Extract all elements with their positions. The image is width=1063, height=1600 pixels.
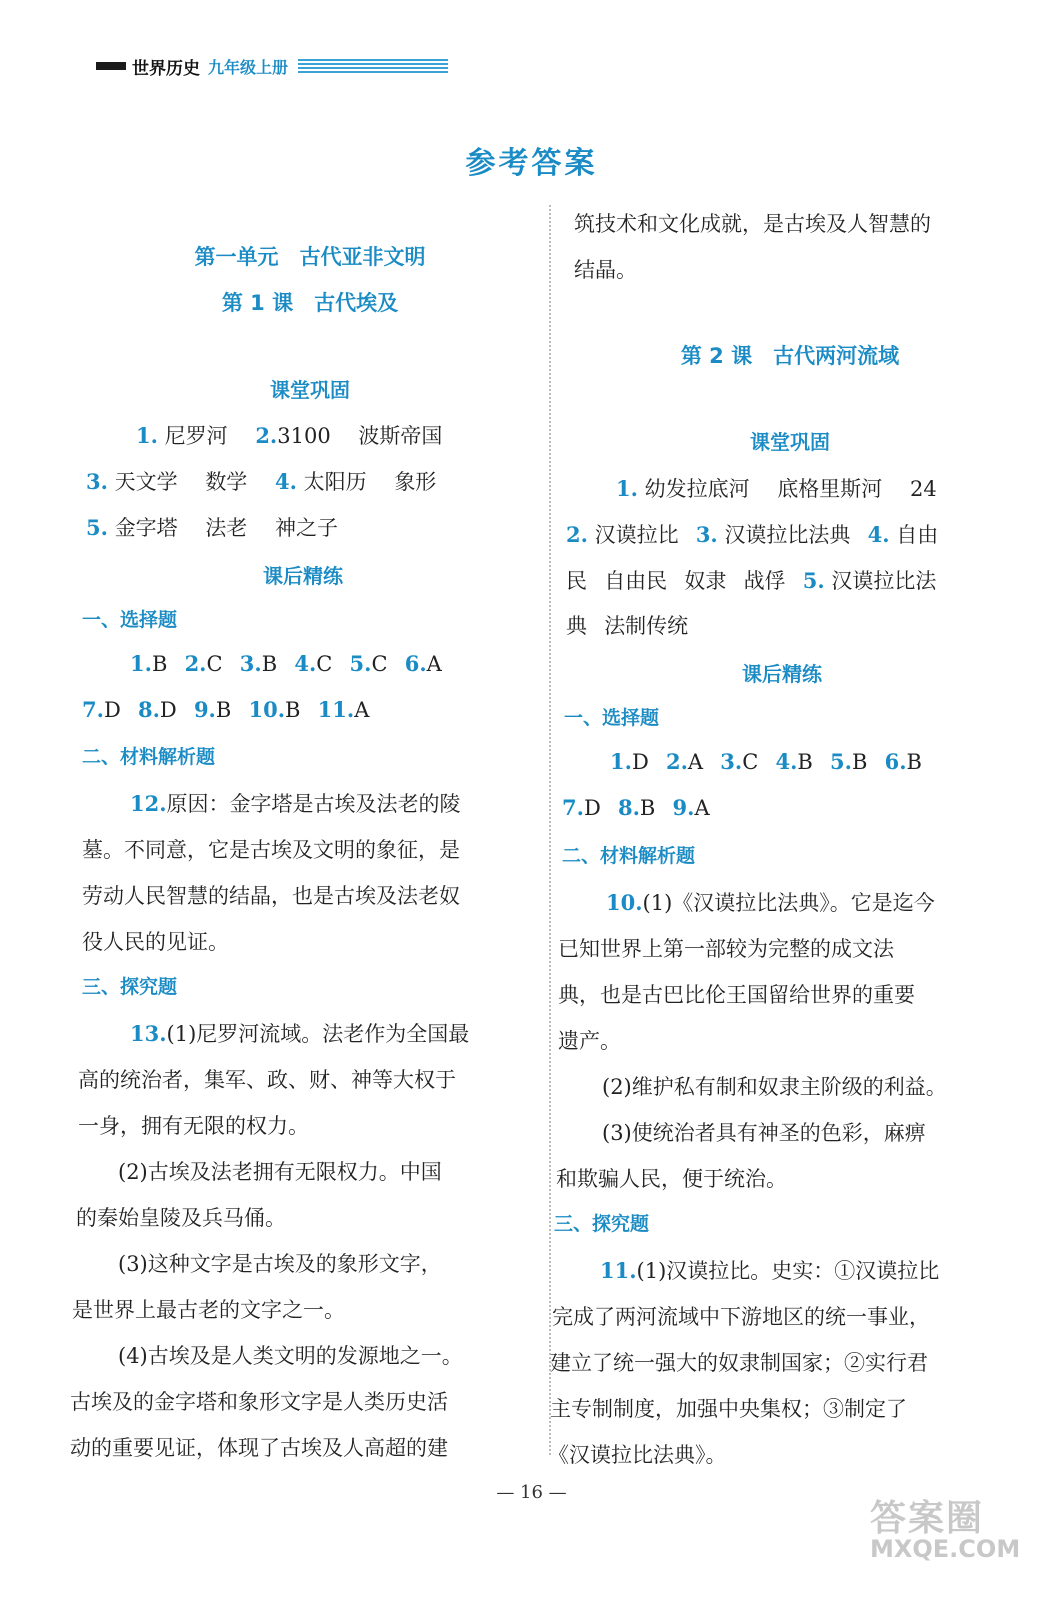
answer: B bbox=[285, 698, 301, 722]
num: 6. bbox=[404, 651, 427, 676]
answer: 3100 bbox=[277, 424, 331, 448]
answer: 战俘 bbox=[743, 569, 786, 593]
ketang-heading-right: 课堂巩固 bbox=[750, 430, 830, 454]
left-mc-row-1 bbox=[130, 651, 442, 676]
answer: B bbox=[851, 750, 868, 774]
watermark bbox=[870, 1490, 1020, 1563]
left-section-mc: 一、选择题 bbox=[82, 609, 178, 631]
num: 2. bbox=[566, 522, 588, 547]
num: 2. bbox=[665, 749, 688, 774]
left-section-material: 二、材料解析题 bbox=[82, 746, 216, 768]
answer: 民 bbox=[566, 569, 587, 593]
q13-line-3: 一身，拥有无限的权力。 bbox=[78, 1114, 309, 1138]
answer: 汉谟拉比 bbox=[594, 523, 679, 547]
q10-line-3: 典，也是古巴比伦王国留给世界的重要 bbox=[558, 983, 915, 1007]
num: 9. bbox=[193, 697, 216, 722]
kt-right-line-2 bbox=[566, 519, 938, 549]
q11-line-5: 《汉谟拉比法典》。 bbox=[548, 1443, 727, 1467]
answer: 法制传统 bbox=[604, 614, 689, 638]
answer: 自由民 bbox=[604, 569, 668, 593]
right-continued-line-1: 筑技术和文化成就，是古埃及人智慧的 bbox=[574, 212, 931, 236]
answer: 金字塔 bbox=[114, 516, 178, 540]
num: 7. bbox=[562, 795, 584, 820]
num: 8. bbox=[617, 795, 640, 820]
answer: 底格里斯河 bbox=[777, 477, 883, 501]
num: 9. bbox=[672, 795, 695, 820]
answer: 法老 bbox=[205, 516, 248, 540]
num: 10. bbox=[606, 890, 643, 915]
num: 13. bbox=[130, 1021, 167, 1046]
num: 12. bbox=[130, 791, 167, 816]
q10-line-5: (2)维护私有制和奴隶主阶级的利益。 bbox=[602, 1075, 947, 1099]
kt-right-line-3 bbox=[566, 565, 936, 595]
kt-right-line-4 bbox=[566, 610, 688, 640]
page-title: 参考答案 bbox=[465, 146, 598, 181]
answer: 数学 bbox=[205, 470, 248, 494]
answer: B bbox=[215, 698, 232, 722]
num: 5. bbox=[830, 749, 852, 774]
num: 1. bbox=[136, 423, 158, 448]
num: 1. bbox=[610, 749, 632, 774]
column-divider bbox=[549, 205, 551, 1455]
q13-line-7: 是世界上最古老的文字之一。 bbox=[72, 1298, 345, 1322]
num: 4. bbox=[775, 749, 798, 774]
q13-line-2: 高的统治者，集军、政、财、神等大权于 bbox=[78, 1068, 456, 1092]
answer: 典 bbox=[566, 614, 587, 638]
answer-text: (1)《汉谟拉比法典》。它是迄今 bbox=[642, 891, 935, 915]
kt-left-line-2 bbox=[86, 466, 436, 496]
q13-line-6: (3)这种文字是古埃及的象形文字， bbox=[118, 1252, 442, 1276]
q10-line-4: 遗产。 bbox=[558, 1029, 621, 1053]
q13-line-4: (2)古埃及法老拥有无限权力。中国 bbox=[118, 1160, 442, 1184]
header-subject: 世界历史 bbox=[132, 58, 200, 79]
answer: A bbox=[687, 750, 704, 774]
q10-line-6: (3)使统治者具有神圣的色彩，麻痹 bbox=[602, 1121, 926, 1145]
num: 5. bbox=[86, 515, 108, 540]
answer: 汉谟拉比法典 bbox=[724, 523, 851, 547]
left-mc-row-2 bbox=[82, 697, 369, 722]
kehou-heading-left: 课后精练 bbox=[263, 564, 343, 588]
kt-right-line-1 bbox=[616, 473, 937, 503]
answer: B bbox=[261, 652, 278, 676]
answer: 自由 bbox=[896, 523, 939, 547]
q13-line-1 bbox=[130, 1018, 469, 1048]
right-continued-line-2: 结晶。 bbox=[574, 258, 637, 282]
answer: D bbox=[103, 698, 121, 722]
q10-line-2: 已知世界上第一部较为完整的成文法 bbox=[558, 937, 894, 961]
answer: 24 bbox=[910, 477, 937, 501]
answer: B bbox=[639, 796, 656, 820]
answer: D bbox=[583, 796, 601, 820]
answer: C bbox=[316, 652, 333, 676]
answer: 奴隶 bbox=[684, 569, 727, 593]
answer: B bbox=[797, 750, 813, 774]
num: 3. bbox=[239, 651, 262, 676]
num: 11. bbox=[600, 1258, 637, 1283]
num: 1. bbox=[616, 476, 638, 501]
q10-line-7: 和欺骗人民，便于统治。 bbox=[556, 1167, 787, 1191]
num: 4. bbox=[294, 651, 317, 676]
watermark-logo-text: 答案圈 bbox=[870, 1498, 985, 1539]
answer: C bbox=[742, 750, 759, 774]
q11-line-3: 建立了统一强大的奴隶制国家；②实行君 bbox=[550, 1351, 928, 1375]
kt-left-line-3 bbox=[86, 512, 338, 542]
q11-line-2: 完成了两河流域中下游地区的统一事业， bbox=[552, 1305, 930, 1329]
q13-line-5: 的秦始皇陵及兵马俑。 bbox=[76, 1206, 286, 1230]
num: 4. bbox=[867, 522, 890, 547]
q13-line-10: 动的重要见证，体现了古埃及人高超的建 bbox=[70, 1436, 448, 1460]
num: 3. bbox=[86, 469, 108, 494]
q13-line-8: (4)古埃及是人类文明的发源地之一。 bbox=[118, 1344, 463, 1368]
answer: 幼发拉底河 bbox=[644, 477, 750, 501]
num: 5. bbox=[802, 568, 825, 593]
page-header bbox=[96, 52, 448, 80]
num: 5. bbox=[349, 651, 372, 676]
q11-line-1 bbox=[600, 1255, 939, 1285]
answer-text: (1)汉谟拉比。史实：①汉谟拉比 bbox=[636, 1259, 940, 1283]
right-section-explore: 三、探究题 bbox=[554, 1213, 650, 1235]
answer: B bbox=[906, 750, 922, 774]
answer: D bbox=[631, 750, 649, 774]
watermark-url: MXQE.COM bbox=[870, 1535, 1021, 1563]
q10-line-1 bbox=[606, 887, 935, 917]
right-section-material: 二、材料解析题 bbox=[562, 845, 696, 867]
header-grade: 九年级上册 bbox=[208, 57, 289, 77]
left-section-explore: 三、探究题 bbox=[82, 976, 178, 998]
answer: A bbox=[694, 796, 710, 820]
answer: 象形 bbox=[394, 470, 437, 494]
q12-line-1 bbox=[130, 788, 461, 818]
answer: D bbox=[159, 698, 177, 722]
right-mc-row-1 bbox=[610, 749, 922, 774]
num: 3. bbox=[720, 749, 743, 774]
num: 8. bbox=[137, 697, 160, 722]
kehou-heading-right: 课后精练 bbox=[742, 662, 822, 686]
q12-line-2: 墓。不同意，它是古埃及文明的象征，是 bbox=[82, 838, 460, 862]
answer-text: (1)尼罗河流域。法老作为全国最 bbox=[166, 1022, 470, 1046]
right-mc-row-2 bbox=[562, 795, 710, 820]
num: 11. bbox=[317, 697, 355, 722]
header-stripes-decoration bbox=[298, 59, 448, 73]
answer: 波斯帝国 bbox=[358, 424, 443, 448]
q12-line-3: 劳动人民智慧的结晶，也是古埃及法老奴 bbox=[82, 884, 460, 908]
unit-title: 第一单元 古代亚非文明 bbox=[194, 245, 426, 269]
answer: C bbox=[206, 652, 223, 676]
num: 2. bbox=[184, 651, 207, 676]
answer: 太阳历 bbox=[303, 470, 367, 494]
num: 10. bbox=[248, 697, 286, 722]
answer: B bbox=[151, 652, 168, 676]
answer: 天文学 bbox=[114, 470, 178, 494]
answer: 汉谟拉比法 bbox=[831, 569, 937, 593]
num: 4. bbox=[275, 469, 297, 494]
lesson-2-title: 第 2 课 古代两河流域 bbox=[680, 344, 900, 368]
answer-text: 原因：金字塔是古埃及法老的陵 bbox=[166, 792, 461, 816]
kt-left-line-1 bbox=[136, 420, 442, 450]
answer: A bbox=[354, 698, 370, 722]
answer: 神之子 bbox=[275, 516, 338, 540]
num: 2. bbox=[255, 423, 278, 448]
num: 3. bbox=[695, 522, 718, 547]
header-bar-decoration bbox=[96, 62, 126, 70]
right-section-mc: 一、选择题 bbox=[564, 707, 660, 729]
answer: C bbox=[371, 652, 388, 676]
lesson-1-title: 第 1 课 古代埃及 bbox=[221, 291, 399, 315]
num: 6. bbox=[884, 749, 907, 774]
page-number: — 16 — bbox=[496, 1482, 567, 1503]
num: 7. bbox=[82, 697, 104, 722]
q11-line-4: 主专制制度，加强中央集权；③制定了 bbox=[550, 1397, 907, 1421]
ketang-heading-left: 课堂巩固 bbox=[270, 378, 350, 402]
answer: A bbox=[426, 652, 442, 676]
num: 1. bbox=[130, 651, 152, 676]
q12-line-4: 役人民的见证。 bbox=[82, 930, 229, 954]
q13-line-9: 古埃及的金字塔和象形文字是人类历史活 bbox=[70, 1390, 448, 1414]
answer: 尼罗河 bbox=[164, 424, 228, 448]
